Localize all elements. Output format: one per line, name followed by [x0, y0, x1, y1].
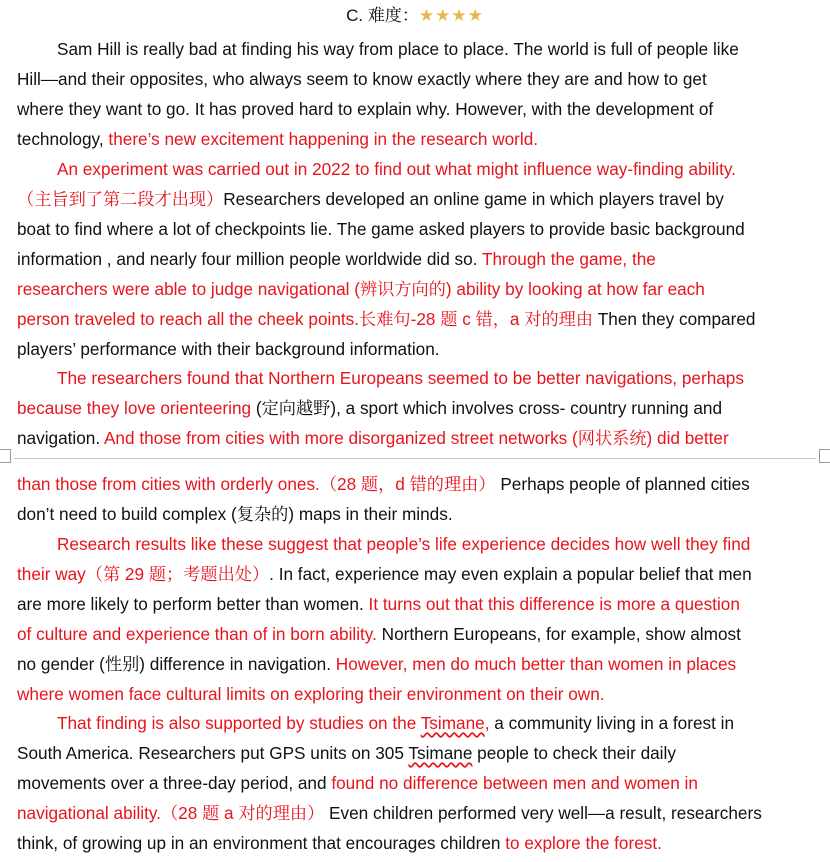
spellcheck-word: Tsimane [420, 713, 485, 733]
text-line: （主旨到了第二段才出现）Researchers developed an online game in which players travel by [17, 189, 724, 209]
text-line: Sam Hill is really bad at finding his way from place to place. The world is full of people like [57, 39, 739, 59]
paragraph-3-continued [17, 469, 817, 529]
text-line: information , and nearly four million people worldwide did so. Through the game, the [17, 249, 656, 269]
text-line: Hill—and their opposites, who always seem to know exactly where they are and how to get [17, 69, 707, 89]
text-line: navigation. And those from cities with more disorganized street networks (网状系统) did better [17, 428, 729, 448]
annotation-note: navigational ability.（28 题 a 对的理由） [17, 803, 325, 823]
spellcheck-word: Tsimane [408, 743, 473, 763]
page-corner-marker [819, 449, 830, 463]
page-break-line [14, 458, 816, 459]
annotation-note: their way（第 29 题；考题出处） [17, 564, 270, 584]
highlighted-text: found no difference between men and women in [331, 773, 698, 793]
highlighted-text: where women face cultural limits on exploring their environment on their own. [17, 684, 605, 704]
text-line: no gender (性别) difference in navigation. However, men do much better than women in places [17, 654, 737, 674]
text-line: navigational ability.（28 题 a 对的理由） Even children performed very well—a result, researchers [17, 803, 762, 823]
text-line: don’t need to build complex (复杂的) maps in their minds. [17, 504, 453, 524]
highlighted-text: Research results like these suggest that people’s life experience decides how well they find [57, 534, 751, 554]
page-corner-marker [0, 449, 11, 463]
text-line: their way（第 29 题；考题出处）. In fact, experience may even explain a popular belief that men [17, 564, 752, 584]
paragraph-5 [17, 708, 817, 858]
paragraph-1 [17, 34, 817, 154]
highlighted-text: Through the game, the [481, 249, 656, 269]
highlighted-text: However, men do much better than women in places [335, 654, 737, 674]
text-line: think, of growing up in an environment that encourages children to explore the forest. [17, 833, 662, 853]
text-line: because they love orienteering (定向越野), a sport which involves cross- country running and [17, 398, 723, 418]
text-line: South America. Researchers put GPS units on 305 Tsimane people to check their daily [17, 743, 676, 763]
text-line: technology, there’s new excitement happening in the research world. [17, 129, 539, 149]
page-break [0, 447, 830, 463]
text-line: That finding is also supported by studies on the Tsimane, a community living in a forest in [57, 713, 735, 733]
highlighted-text: because they love orienteering [17, 398, 252, 418]
section-title: C. 难度： [346, 6, 419, 25]
annotation-note: than those from cities with orderly ones.（28 题，d 错的理由） [17, 474, 496, 494]
highlighted-text: there’s new excitement happening in the research world. [108, 129, 539, 149]
highlighted-text: of culture and experience than of in born ability. [17, 624, 377, 644]
highlighted-text: It turns out that this difference is more a question [368, 594, 740, 614]
paragraph-2 [17, 154, 817, 364]
highlighted-text: An experiment was carried out in 2022 to find out what might influence way-finding ability. [57, 159, 736, 179]
highlighted-text: That finding is also supported by studies on the [57, 713, 421, 733]
highlighted-text: The researchers found that Northern Europeans seemed to be better navigations, perhaps [57, 368, 744, 388]
difficulty-stars-icon: ★★★★ [418, 6, 484, 25]
annotation-note: person traveled to reach all the cheek points.长难句-28 题 c 错，a 对的理由 [17, 309, 594, 329]
text-line: where they want to go. It has proved hard to explain why. However, with the development of [17, 99, 714, 119]
text-line: boat to find where a lot of checkpoints lie. The game asked players to provide basic background [17, 219, 745, 239]
highlighted-text: to explore the forest. [505, 833, 662, 853]
paragraph-3 [17, 363, 817, 453]
text-line: person traveled to reach all the cheek points.长难句-28 题 c 错，a 对的理由 Then they compared [17, 309, 756, 329]
highlighted-text: researchers were able to judge navigational (辨识方向的) ability by looking at how far each [17, 279, 705, 299]
text-line: than those from cities with orderly ones.（28 题，d 错的理由） Perhaps people of planned cities [17, 474, 750, 494]
text-line: are more likely to perform better than women. It turns out that this difference is more a question [17, 594, 740, 614]
highlighted-text: And those from cities with more disorganized street networks (网状系统) did better [103, 428, 729, 448]
paragraph-4 [17, 529, 817, 709]
difficulty-header [0, 2, 830, 30]
text-line: movements over a three-day period, and found no difference between men and women in [17, 773, 698, 793]
text-line: of culture and experience than of in born ability. Northern Europeans, for example, show almost [17, 624, 741, 644]
text-line: players’ performance with their background information. [17, 339, 440, 359]
annotation-note: （主旨到了第二段才出现） [17, 189, 224, 209]
